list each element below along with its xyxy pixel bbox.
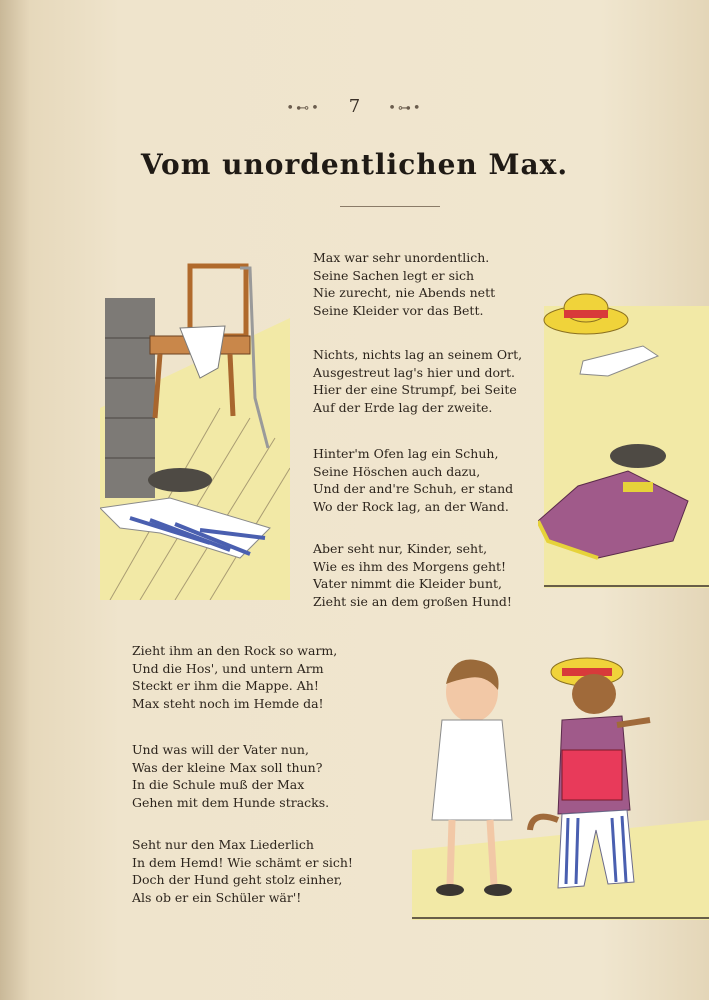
page-title: Vom unordentlichen Max. xyxy=(140,148,569,181)
stanza-line: Als ob er ein Schüler wär'! xyxy=(132,889,302,905)
stanza-line: In die Schule muß der Max xyxy=(132,777,305,792)
stanza-line: Nie zurecht, nie Abends nett xyxy=(313,285,496,300)
stanza-line: Seht nur den Max Liederlich xyxy=(132,837,314,852)
stanza-line: Steckt er ihm die Mappe. Ah! xyxy=(132,678,319,693)
stanza-line: Auf der Erde lag der zweite. xyxy=(313,399,493,415)
stanza-line: Seine Höschen auch dazu, xyxy=(313,463,481,479)
stanza-2 xyxy=(313,346,522,416)
illustration-room-chair xyxy=(100,258,290,600)
stanza-line: Und die Hos', und untern Arm xyxy=(132,660,324,676)
stanza-line: Zieht sie an dem großen Hund! xyxy=(313,593,512,609)
stanza-5 xyxy=(132,642,337,712)
stanza-7 xyxy=(132,836,353,906)
stanza-line: Seine Kleider vor das Bett. xyxy=(313,302,484,318)
illustration-boy-and-dog xyxy=(412,650,709,922)
stanza-line: Seine Sachen legt er sich xyxy=(313,267,475,283)
illustration-hat-coat xyxy=(538,286,709,588)
stanza-line: Zieht ihm an den Rock so warm, xyxy=(132,643,338,658)
stanza-line: Doch der Hund geht stolz einher, xyxy=(132,872,343,887)
stanza-line: Hier der eine Strumpf, bei Seite xyxy=(313,382,517,397)
stanza-line: Wie es ihm des Morgens geht! xyxy=(313,558,507,574)
stanza-6 xyxy=(132,741,329,811)
stanza-line: Ausgestreut lag's hier und dort. xyxy=(313,364,515,380)
ornament-left: •⊷• xyxy=(286,101,321,116)
page-number: 7 xyxy=(348,96,361,117)
page-header xyxy=(0,96,709,117)
ornament-right: •⊶• xyxy=(388,101,423,116)
stanza-4 xyxy=(313,540,512,610)
stanza-line: Vater nimmt die Kleider bunt, xyxy=(313,576,503,591)
stanza-line: Hinter'm Ofen lag ein Schuh, xyxy=(313,446,499,461)
stanza-line: Gehen mit dem Hunde stracks. xyxy=(132,794,330,810)
stanza-line: Wo der Rock lag, an der Wand. xyxy=(313,498,509,514)
stanza-line: Und der and're Schuh, er stand xyxy=(313,481,514,496)
stanza-1 xyxy=(313,249,495,319)
stanza-line: Was der kleine Max soll thun? xyxy=(132,759,323,775)
stanza-3 xyxy=(313,445,513,515)
stanza-line: Max war sehr unordentlich. xyxy=(313,250,490,265)
stanza-line: Max steht noch im Hemde da! xyxy=(132,695,324,711)
stanza-line: In dem Hemd! Wie schämt er sich! xyxy=(132,854,353,870)
stanza-line: Aber seht nur, Kinder, seht, xyxy=(313,541,488,556)
title-divider xyxy=(340,206,440,207)
stanza-line: Und was will der Vater nun, xyxy=(132,742,309,757)
stanza-line: Nichts, nichts lag an seinem Ort, xyxy=(313,347,523,362)
